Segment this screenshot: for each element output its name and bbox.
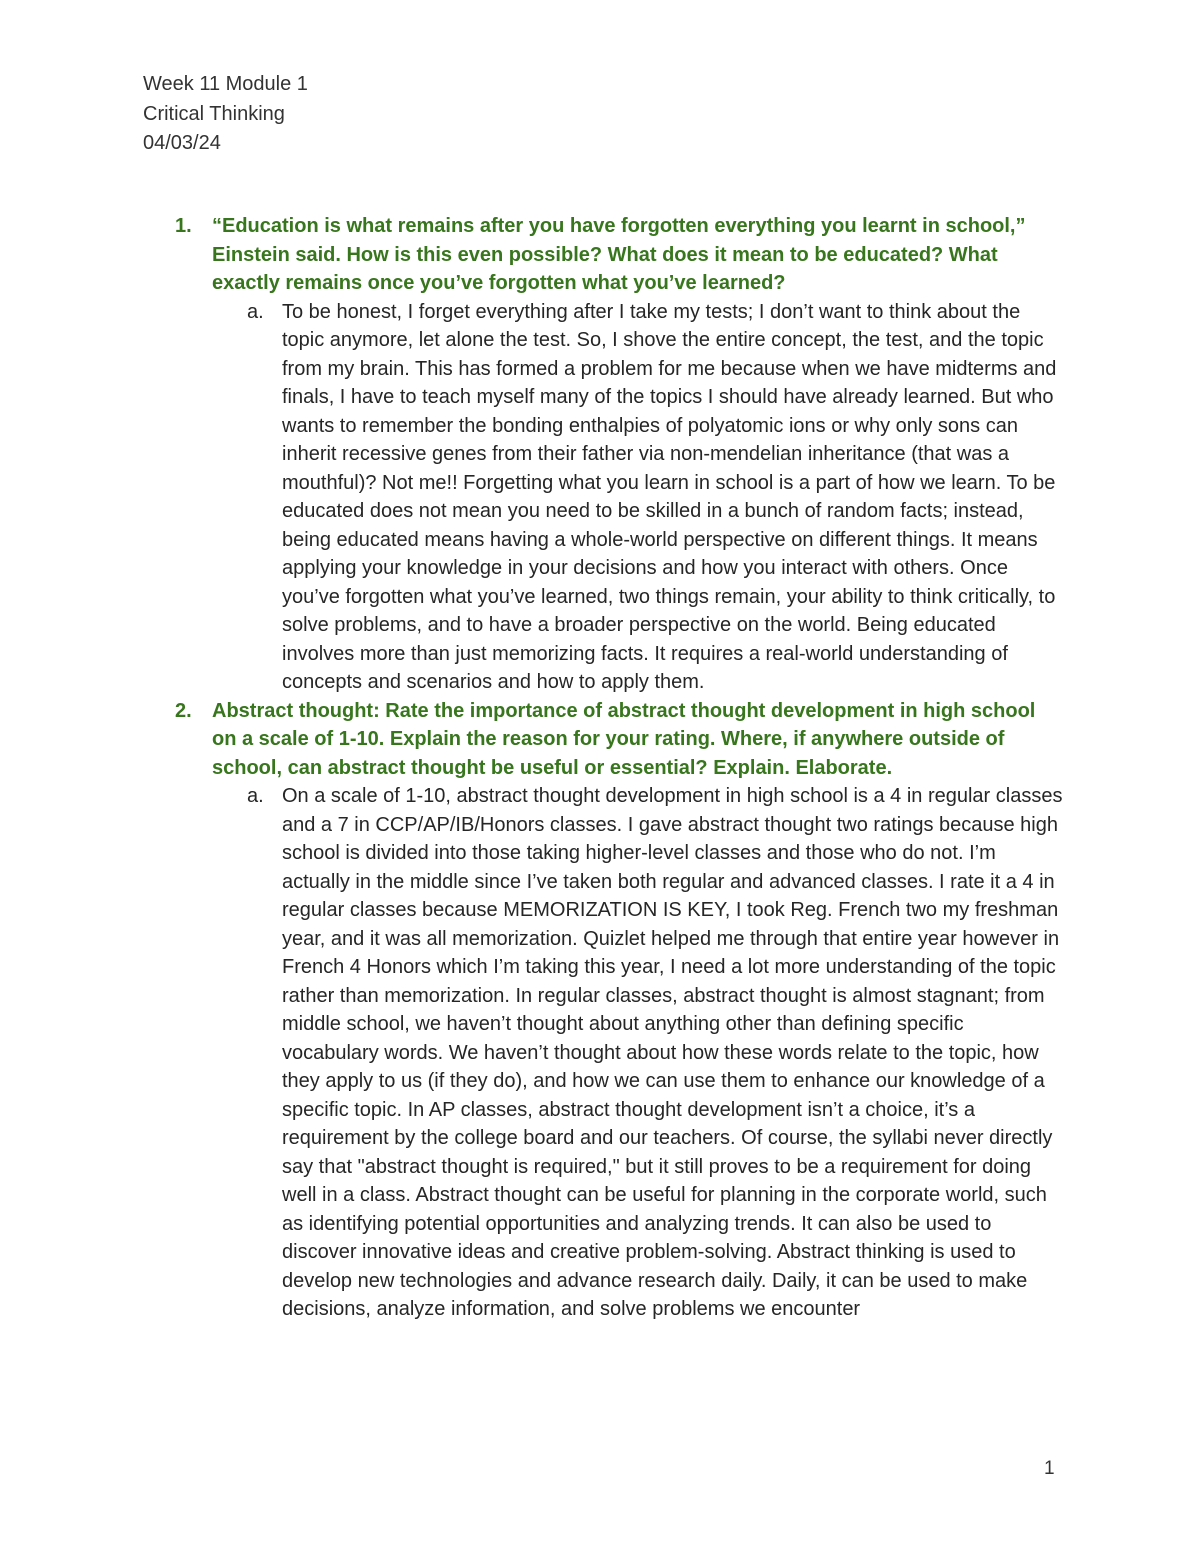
question-number: 2. [175,699,192,722]
document-header [143,70,308,159]
question-text: Abstract thought: Rate the importance of abstract thought development in high school on a scale of 1-10. Explain the reason for your rating. Where, if anywhere outside of school, can abstract thought be useful or essential? Explain. Elaborate. [212,699,1036,779]
question-2 [0,697,1200,1324]
answer-2a [0,782,1200,1324]
answer-label: a. [247,785,264,807]
header-date: 04/03/24 [143,132,221,154]
answer-label: a. [247,300,264,323]
question-text: “Education is what remains after you have forgotten everything you learnt in school,” Einstein said. How is this even possible? What does it mean to be educated? What exactly remains once you’ve forgotten what you’ve learned? [212,215,1026,294]
question-1 [0,212,1200,697]
answer-text: On a scale of 1-10, abstract thought development in high school is a 4 in regular classes and a 7 in CCP/AP/IB/Honors classes. I gave abstract thought two ratings because high school is divided into those taking higher-level classes and those who do not. I’m actually in the middle since I’ve taken both regular and advanced classes. I rate it a 4 in regular classes because MEMORIZATION IS KEY, I took Reg. French two my freshman year, and it was all memorization. Quizlet helped me through that entire year however in French 4 Honors which I’m taking this year, I need a lot more understanding of the topic rather than memorization. In regular classes, abstract thought is almost stagnant; from middle school, we haven’t thought about anything other than defining specific vocabulary words. We haven’t thought about how these words relate to the topic, how they apply to us (if they do), and how we can use them to enhance our knowledge of a specific topic. In AP classes, abstract thought development isn’t a choice, it’s a requirement by the college board and our teachers. Of course, the syllabi never directly say that "abstract thought is required," but it still proves to be a requirement for doing well in a class. Abstract thought can be useful for planning in the corporate world, such as identifying potential opportunities and analyzing trends. It can also be used to discover innovative ideas and creative problem-solving. Abstract thinking is used to develop new technologies and advance research daily. Daily, it can be used to make decisions, analyze information, and solve problems we encounter [282,785,1063,1320]
question-number: 1. [175,215,192,237]
header-course: Critical Thinking [143,102,285,125]
header-module: Week 11 Module 1 [143,73,308,95]
answer-1a [0,298,1200,697]
question-list [0,212,1200,1324]
answer-text: To be honest, I forget everything after I take my tests; I don’t want to think about the topic anymore, let alone the test. So, I shove the entire concept, the test, and the topic from my brain. This has formed a problem for me because when we have midterms and finals, I have to teach myself many of the topics I should have already learned. But who wants to remember the bonding enthalpies of polyatomic ions or why only sons can inherit recessive genes from their father via non-mendelian inheritance (that was a mouthful)? Not me!! Forgetting what you learn in school is a part of how we learn. To be educated does not mean you need to be skilled in a bunch of random facts; instead, being educated means having a whole-world perspective on different things. It means applying your knowledge in your decisions and how you interact with others. Once you’ve forgotten what you’ve learned, two things remain, your ability to think critically, to solve problems, and to have a broader perspective on the world. Being educated involves more than just memorizing facts. It requires a real-world understanding of concepts and scenarios and how to apply them. [282,300,1057,693]
page-number: 1 [1044,1458,1055,1479]
